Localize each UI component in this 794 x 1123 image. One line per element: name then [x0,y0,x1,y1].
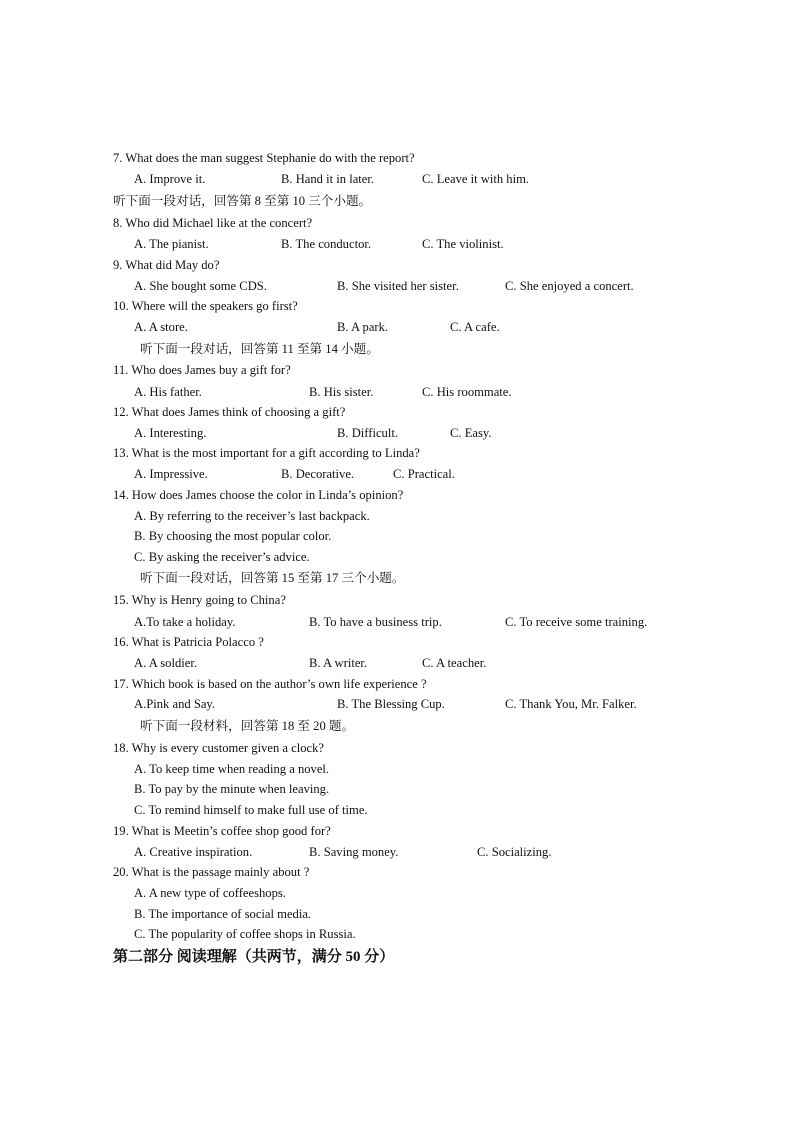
q15-option-a: A.To take a holiday. [134,615,236,629]
question-12: 12. What does James think of choosing a gift? [113,405,346,419]
q14-option-b: B. By choosing the most popular color. [134,529,332,543]
q12-option-b: B. Difficult. [337,426,398,440]
question-18: 18. Why is every customer given a clock? [113,741,324,755]
q18-option-c: C. To remind himself to make full use of time. [134,803,368,817]
q11-option-c: C. His roommate. [422,385,512,399]
q10-option-c: C. A cafe. [450,320,500,334]
q20-option-b: B. The importance of social media. [134,907,312,921]
q14-option-c: C. By asking the receiver’s advice. [134,550,310,564]
q7-option-b: B. Hand it in later. [281,172,375,186]
question-17: 17. Which book is based on the author’s own life experience ? [113,677,427,691]
question-10: 10. Where will the speakers go first? [113,299,298,313]
q12-option-c: C. Easy. [450,426,492,440]
instruction-q15-17: 听下面一段对话，回答第 15 至第 17 三个小题。 [140,571,405,585]
q14-option-a: A. By referring to the receiver’s last backpack. [134,509,370,523]
q16-option-b: B. A writer. [309,656,368,670]
q7-option-a: A. Improve it. [134,172,206,186]
q16-option-c: C. A teacher. [422,656,487,670]
q13-option-a: A. Impressive. [134,467,208,481]
q7-option-c: C. Leave it with him. [422,172,530,186]
q19-option-c: C. Socializing. [477,845,552,859]
q19-option-a: A. Creative inspiration. [134,845,253,859]
question-8: 8. Who did Michael like at the concert? [113,216,313,230]
q17-option-c: C. Thank You, Mr. Falker. [505,697,637,711]
q17-option-a: A.Pink and Say. [134,697,216,711]
q9-option-a: A. She bought some CDS. [134,279,267,293]
q13-option-b: B. Decorative. [281,467,355,481]
q9-option-c: C. She enjoyed a concert. [505,279,634,293]
question-20: 20. What is the passage mainly about ? [113,865,310,879]
instruction-q8-10: 听下面一段对话，回答第 8 至第 10 三个小题。 [113,194,372,208]
question-19: 19. What is Meetin’s coffee shop good for? [113,824,331,838]
q19-option-b: B. Saving money. [309,845,399,859]
q16-option-a: A. A soldier. [134,656,197,670]
question-14: 14. How does James choose the color in Linda’s opinion? [113,488,404,502]
q20-option-a: A. A new type of coffeeshops. [134,886,286,900]
q8-option-a: A. The pianist. [134,237,209,251]
q12-option-a: A. Interesting. [134,426,207,440]
section-heading-reading: 第二部分 阅读理解（共两节，满分 50 分） [113,949,395,965]
q10-option-a: A. A store. [134,320,188,334]
question-15: 15. Why is Henry going to China? [113,593,286,607]
question-13: 13. What is the most important for a gift according to Linda? [113,446,420,460]
question-9: 9. What did May do? [113,258,220,272]
q8-option-b: B. The conductor. [281,237,372,251]
instruction-q18-20: 听下面一段材料，回答第 18 至 20 题。 [140,719,355,733]
q10-option-b: B. A park. [337,320,389,334]
q13-option-c: C. Practical. [393,467,455,481]
q11-option-b: B. His sister. [309,385,374,399]
instruction-q11-14: 听下面一段对话，回答第 11 至第 14 小题。 [140,342,379,356]
q17-option-b: B. The Blessing Cup. [337,697,445,711]
q15-option-b: B. To have a business trip. [309,615,442,629]
q15-option-c: C. To receive some training. [505,615,648,629]
q9-option-b: B. She visited her sister. [337,279,459,293]
question-11: 11. Who does James buy a gift for? [113,363,291,377]
q8-option-c: C. The violinist. [422,237,504,251]
q18-option-b: B. To pay by the minute when leaving. [134,782,330,796]
question-16: 16. What is Patricia Polacco ? [113,635,264,649]
q18-option-a: A. To keep time when reading a novel. [134,762,330,776]
q20-option-c: C. The popularity of coffee shops in Russia. [134,927,356,941]
q11-option-a: A. His father. [134,385,202,399]
question-7: 7. What does the man suggest Stephanie do with the report? [113,151,415,165]
